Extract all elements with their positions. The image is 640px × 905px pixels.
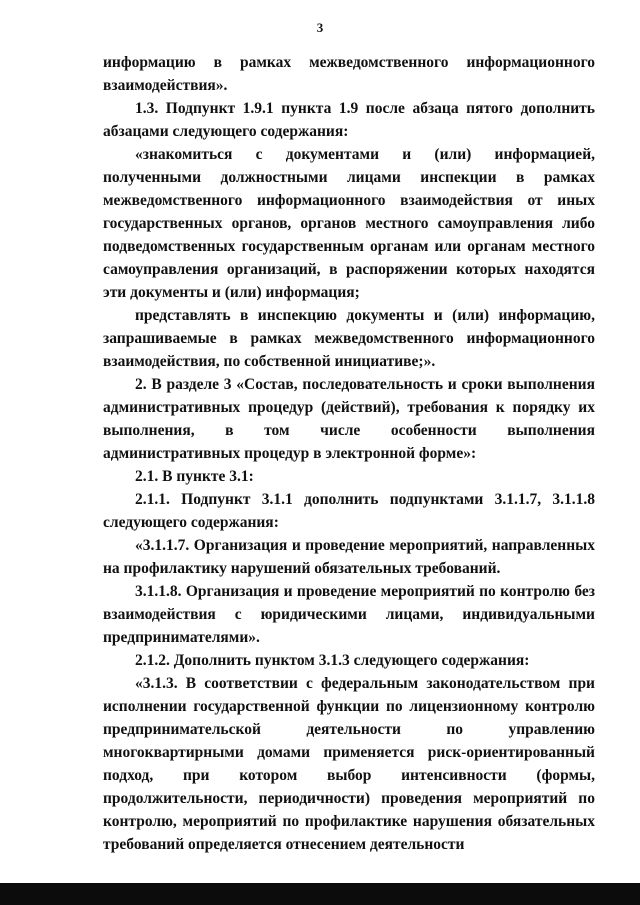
paragraph: 3.1.1.8. Организация и проведение мероприятий по контролю без взаимодействия с юридическими лицами, индивидуальными предпринимателями». [103, 583, 595, 646]
paragraph: информацию в рамках межведомственного информационного взаимодействия». [103, 54, 595, 94]
paragraph: 2.1.2. Дополнить пунктом 3.1.3 следующего содержания: [135, 652, 530, 669]
paragraph: 1.3. Подпункт 1.9.1 пункта 1.9 после абзаца пятого дополнить абзацами следующего содержания: [103, 100, 595, 140]
paragraph: «3.1.3. В соответствии с федеральным законодательством при исполнении государственной функции по лицензионному контролю предпринимательской деятельности по управлению многоквартирными домами применяется риск-ориентированный подход, при котором выбор интенсивности (формы, продолжительности, периодичности) проведения мероприятий по контролю, мероприятий по профилактике нарушения обязательных требований определяется отнесением деятельности [103, 675, 595, 853]
page-number: 3 [316, 20, 324, 35]
paragraph: 2.1. В пункте 3.1: [135, 468, 254, 485]
paragraph: представлять в инспекцию документы и (или) информацию, запрашиваемые в рамках межведомственного информационного взаимодействия, по собственной инициативе;». [103, 307, 595, 370]
document-body [103, 51, 595, 856]
paragraph: 2. В разделе 3 «Состав, последовательность и сроки выполнения административных процедур (действий), требования к порядку их выполнения, в том числе особенности выполнения административных процедур в электронной форме»: [103, 376, 595, 462]
paragraph: 2.1.1. Подпункт 3.1.1 дополнить подпунктами 3.1.1.7, 3.1.1.8 следующего содержания: [103, 491, 595, 531]
paragraph: «3.1.1.7. Организация и проведение мероприятий, направленных на профилактику нарушений обязательных требований. [103, 537, 595, 577]
paragraph: «знакомиться с документами и (или) информацией, полученными должностными лицами инспекции в рамках межведомственного информационного взаимодействия от иных государственных органов, органов местного самоуправления либо подведомственных государственным органам или органам местного самоуправления организаций, в распоряжении которых находятся эти документы и (или) информация; [103, 146, 595, 301]
scan-bottom-edge [0, 883, 640, 905]
